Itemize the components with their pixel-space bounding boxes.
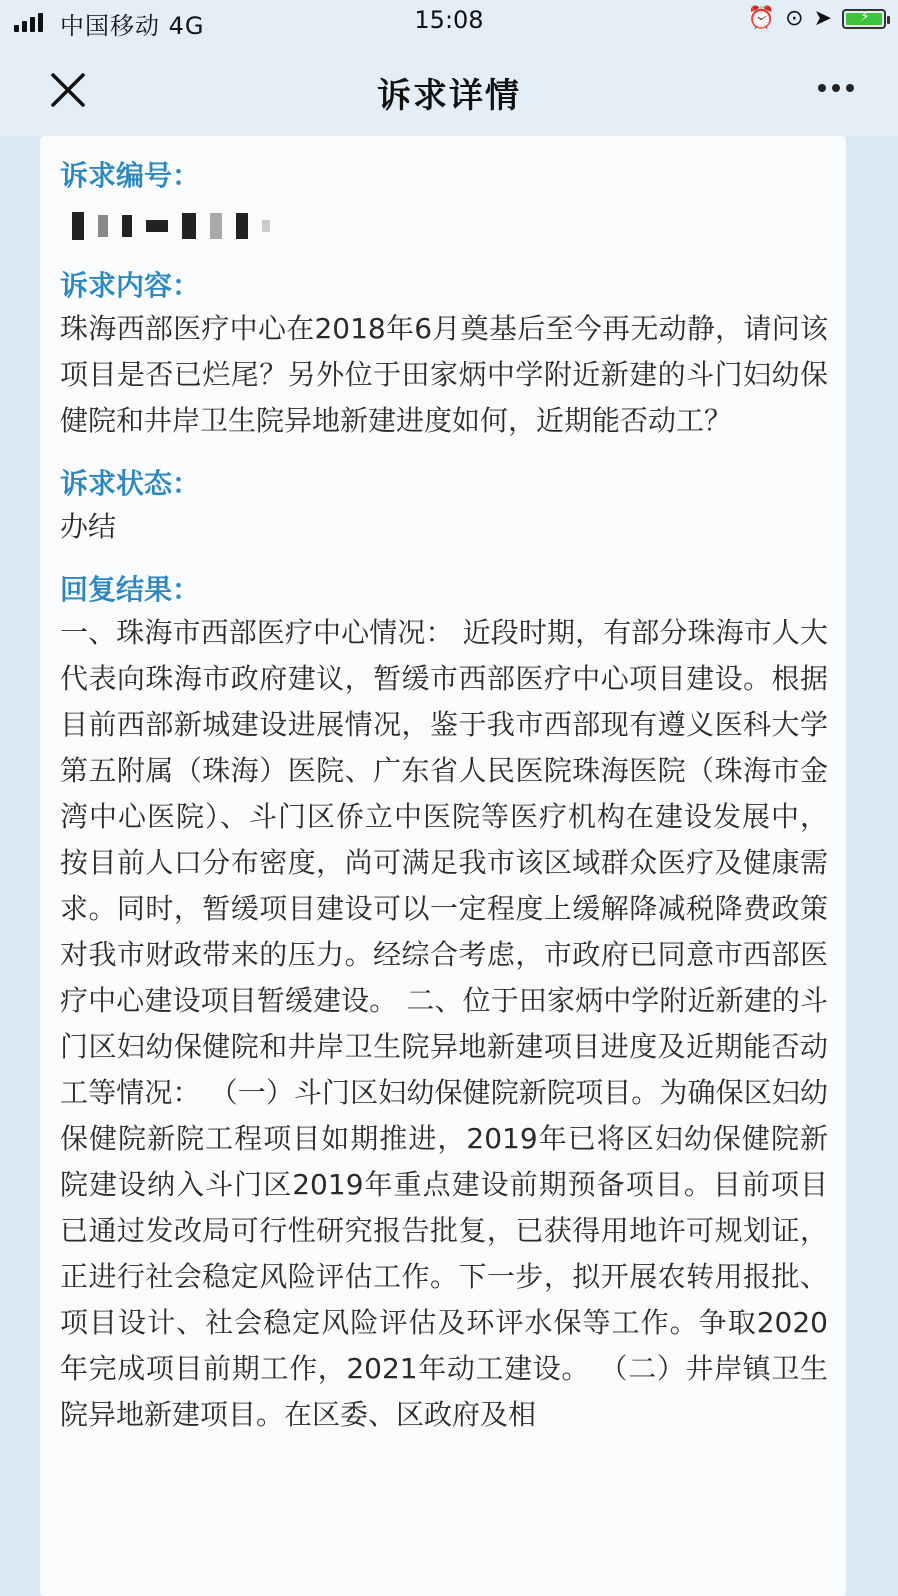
status-icons xyxy=(748,6,886,31)
status-bar xyxy=(0,0,898,44)
reply-result-text: 一、珠海市西部医疗中心情况： 近段时期，有部分珠海市人大代表向珠海市政府建议，暂缓市西部医疗中心项目建设。根据目前西部新城建设进展情况，鉴于我市西部现有遵义医科大学第五附属（珠海）医院、广东省人民医院珠海医院（珠海市金湾中心医院）、斗门区侨立中医院等医疗机构在建设发展中，按目前人口分布密度，尚可满足我市该区域群众医疗及健康需求。同时，暂缓项目建设可以一定程度上缓解降减税降费政策对我市财政带来的压力。经综合考虑，市政府已同意市西部医疗中心建设项目暂缓建设。 二、位于田家炳中学附近新建的斗门区妇幼保健院和井岸卫生院异地新建项目进度及近期能否动工等情况： （一）斗门区妇幼保健院新院项目。为确保区妇幼保健院新院工程项目如期推进，2019年已将区妇幼保健院新院建设纳入斗门区2019年重点建设前期预备项目。目前项目已通过发改局可行性研究报告批复，已获得用地许可规划证，正进行社会稳定风险评估工作。下一步，拟开展农转用报批、项目设计、社会稳定风险评估及环评水保等工作。争取2020年完成项目前期工作，2021年动工建设。 （二）井岸镇卫生院异地新建项目。在区委、区政府及相 xyxy=(60,616,828,1431)
request-status-label: 诉求状态： xyxy=(60,467,201,500)
nav-bar xyxy=(0,44,898,136)
page-title: 诉求详情 xyxy=(377,76,521,116)
reply-result-label: 回复结果： xyxy=(60,573,201,606)
orientation-lock-icon: ⊙ xyxy=(785,6,804,31)
request-content-label: 诉求内容： xyxy=(60,269,201,302)
carrier-label: 中国移动 4G xyxy=(60,12,205,40)
more-button[interactable] xyxy=(818,84,854,92)
close-icon xyxy=(48,70,88,110)
close-button[interactable] xyxy=(48,70,88,110)
request-number-label: 诉求编号： xyxy=(60,159,201,192)
detail-card xyxy=(40,136,846,1596)
status-time: 15:08 xyxy=(414,6,484,34)
request-status-value: 办结 xyxy=(60,510,117,543)
request-content-text: 珠海西部医疗中心在2018年6月奠基后至今再无动静，请问该项目是否已烂尾？另外位于田家炳中学附近新建的斗门妇幼保健院和井岸卫生院异地新建进度如何，近期能否动工？ xyxy=(60,312,828,437)
location-icon: ➤ xyxy=(813,6,832,31)
more-icon xyxy=(818,84,826,92)
redacted-request-number xyxy=(60,196,828,256)
battery-charging-icon: ⚡ xyxy=(842,9,886,29)
alarm-icon: ⏰ xyxy=(747,6,776,31)
